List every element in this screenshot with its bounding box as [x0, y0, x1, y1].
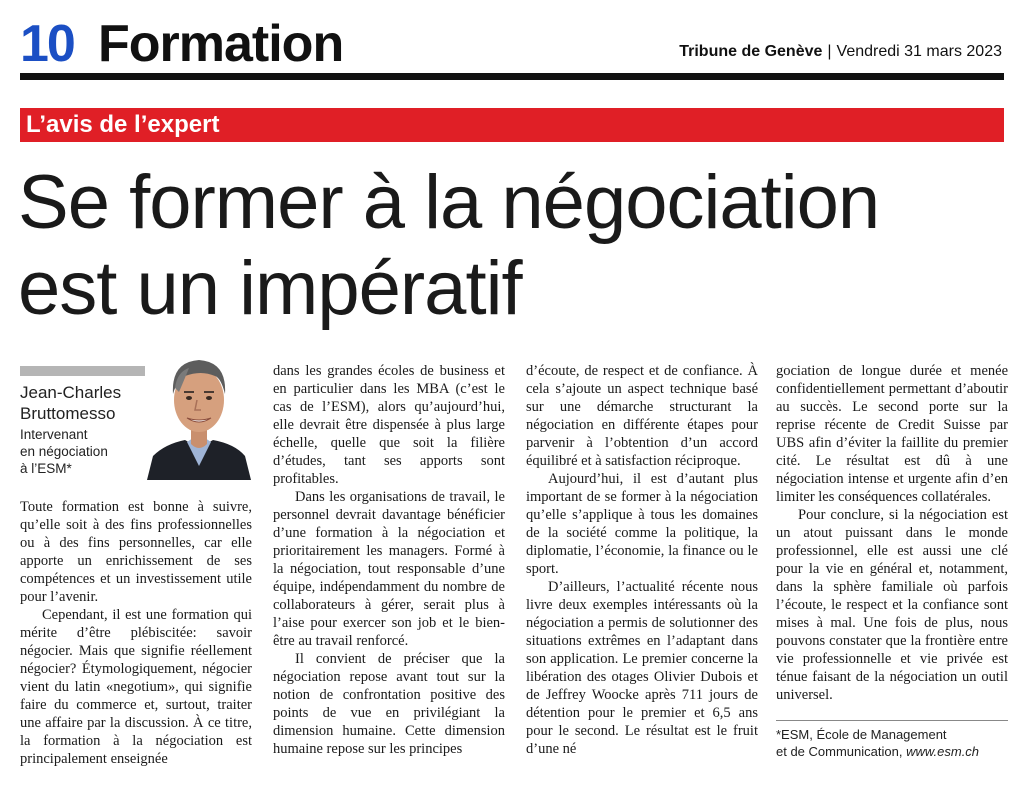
kicker-label: L’avis de l’expert: [26, 111, 220, 138]
issue-date: Vendredi 31 mars 2023: [836, 43, 1002, 60]
article-paragraph: Dans les organisations de travail, le personnel devrait davantage bénéficier d’une formation à la négociation et prioritairement les managers. Formé à la négociation, tout responsable d’une équipe, indépendamment du nombre de collaborateurs à gérer, serait plus à l’aise pour exercer son job et le bien-être au travail renforcé.: [273, 489, 505, 649]
article-paragraph: d’écoute, de respect et de confiance. À cela s’ajoute un aspect technique basé sur une démarche structurant la négociation en différente étapes pour parvenir à l’obtention d’un accord équilibré et à satisfaction réciproque.: [526, 363, 758, 469]
article-column-4: [776, 362, 1008, 704]
article-paragraph: Toute formation est bonne à suivre, qu’elle soit à des fins professionnelles ou à des fins personnelles, car elle apporte un enrichissement de ses compétences et un investissement utile pour l’avenir.: [20, 499, 252, 605]
headline-line-1: Se former à la négociation: [18, 160, 880, 245]
footnote-line: et de Communication,: [776, 744, 907, 759]
publication-name: Tribune de Genève: [679, 43, 823, 60]
article-paragraph: gociation de longue durée et menée confidentiellement permettant d’aboutir au succès. Le second porte sur la reprise récente de Credit Suisse par UBS afin d’éviter la faillite du premier cité. Le résultat est dû à une négociation intense et urgente afin d’en limiter les conséquences collatérales.: [776, 363, 1008, 505]
article-paragraph: Cependant, il est une formation qui mérite d’être plébiscitée: savoir négocier. Mais que signifie réellement négocier? Étymologiquement, négocier vient du latin «negotium», qui signifie faire du commerce et, surtout, traiter une affaire par la discussion. À ce titre, la formation à la négociation est principalement enseignée: [20, 607, 252, 767]
article-paragraph: dans les grandes écoles de business et en particulier dans les MBA (c’est le cas de l’ESM), alors qu’aujourd’hui, elle devrait être dispensée à plus large échelle, quelle que soit la filière d’études, tant ses apports sont profitables.: [273, 363, 505, 487]
section-title: Formation: [98, 15, 344, 73]
article-column-2: [273, 362, 505, 758]
author-first-name: Jean-Charles: [20, 383, 122, 402]
footnote-rule: [776, 720, 1008, 721]
publication-line: [679, 42, 1002, 62]
headline: [18, 160, 1008, 332]
article-paragraph: D’ailleurs, l’actualité récente nous livre deux exemples intéressants où la négociation a permis de solutionner des situations extrêmes en l’adaptant dans son application. Le premier concerne la libération des otages Olivier Dubois et de Jeffrey Woocke après 711 jours de détention pour le premier et 6,5 ans pour le second. Le résultat est le fruit d’une né: [526, 579, 758, 757]
article-paragraph: Il convient de préciser que la négociation repose avant tout sur la notion de confrontation positive des points de vue en privilégiant la dimension humaine. Cette dimension humaine repose sur les principes: [273, 651, 505, 757]
masthead: [20, 14, 1002, 74]
article-paragraph: Pour conclure, si la négociation est un atout puissant dans le monde professionnel, elle est aussi une clé pour la vie en général et, notamment, dans la sphère familiale où parfois l’écoute, le respect et la confiance sont mises à mal. Une fois de plus, nous pouvons constater que la frontière entre vie professionnelle et vie privée est ténue faisant de la négociation un outil universel.: [776, 507, 1008, 703]
author-role-line: à l’ESM*: [20, 461, 72, 476]
separator: |: [827, 43, 832, 60]
headline-line-2: est un impératif: [18, 246, 522, 331]
author-role-line: Intervenant: [20, 427, 88, 442]
footnote-line: *ESM, École de Management: [776, 727, 947, 742]
article-column-3: [526, 362, 758, 758]
author-last-name: Bruttomesso: [20, 404, 116, 423]
kicker-bar: [20, 108, 1004, 142]
header-rule: [20, 73, 1004, 80]
article-paragraph: Aujourd’hui, il est d’autant plus important de se former à la négociation qu’elle s’applique à tous les domaines de la société comme la politique, la diplomatie, l’économie, la finance ou le sport.: [526, 471, 758, 577]
article-column-1: [20, 498, 252, 768]
author-role: [20, 426, 140, 477]
school-website-link[interactable]: www.esm.ch: [906, 744, 980, 759]
author-role-line: en négociation: [20, 444, 108, 459]
author-portrait: [145, 348, 252, 480]
footnote: [776, 726, 1016, 760]
page-number: 10: [20, 15, 74, 73]
